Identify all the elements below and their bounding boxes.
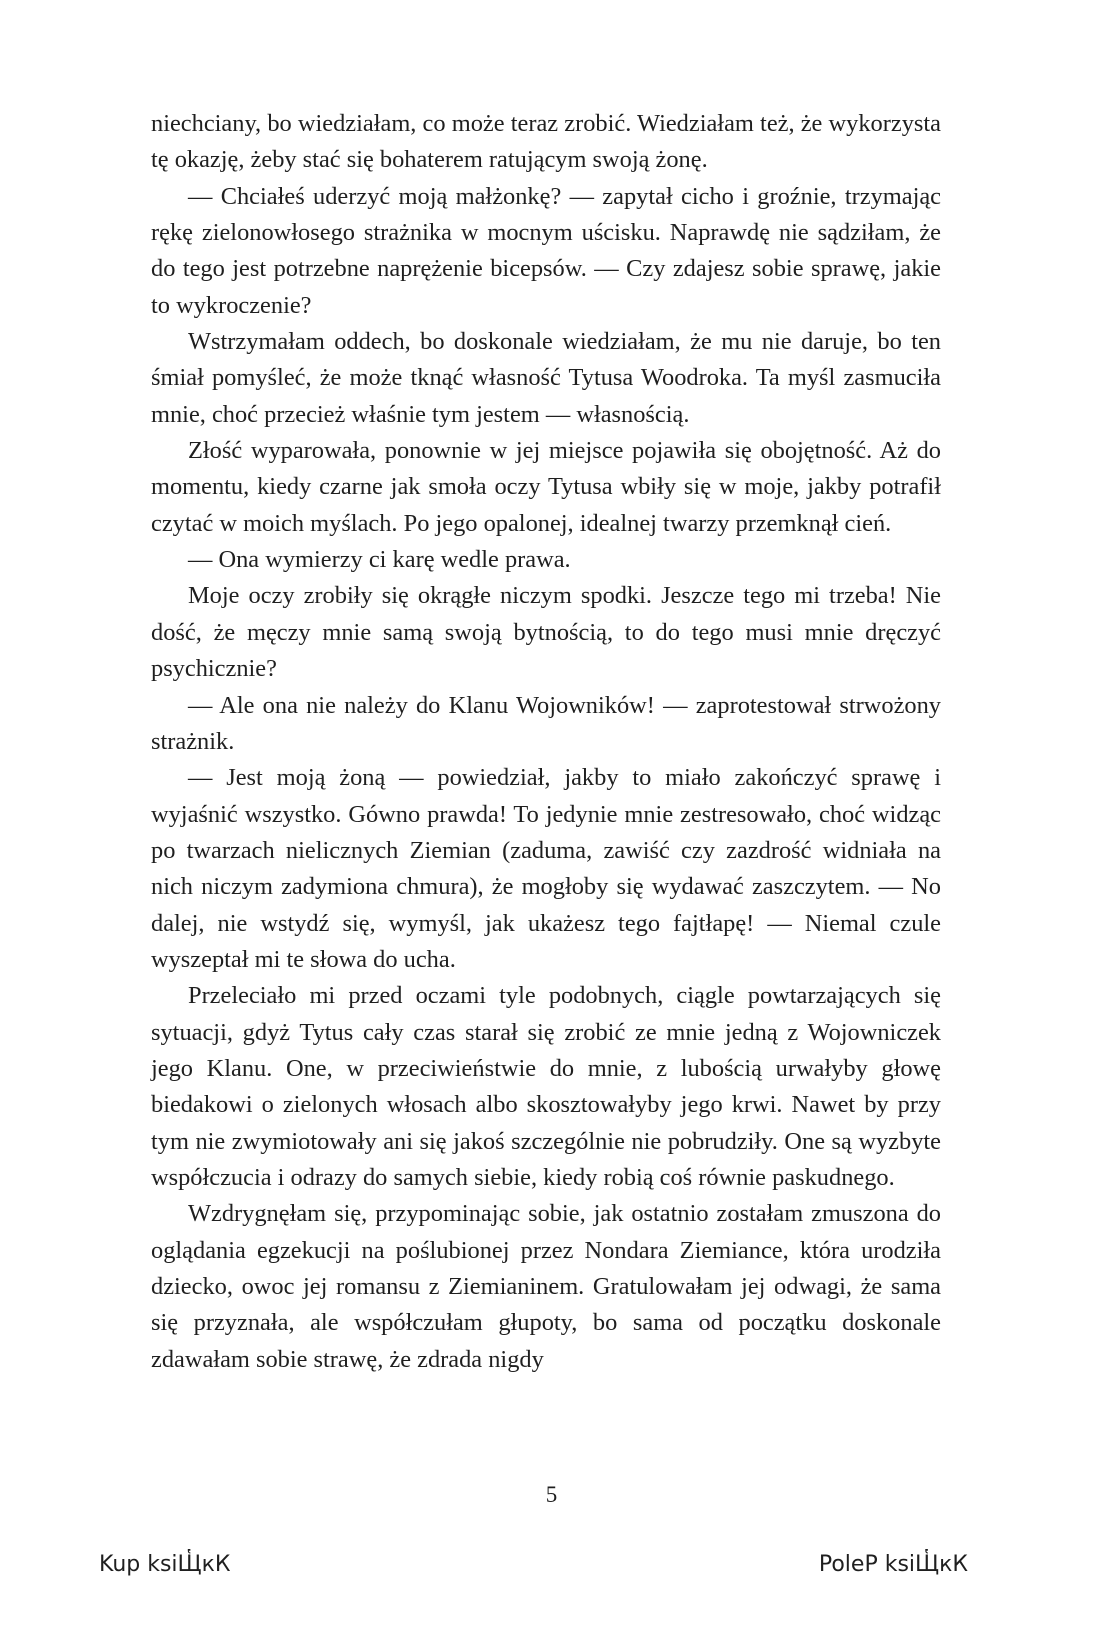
- paragraph-4: Złość wyparowała, ponownie w jej miejsce pojawiła się obojętność. Aż do momentu, kiedy czarne jak smoła oczy Tytusa wbiły się w moje, jakby potrafił czytać w moich myślach. Po jego opalonej, idealnej twarzy przemknął cień.: [151, 437, 941, 537]
- paragraph-3: Wstrzymałam oddech, bo doskonale wiedziałam, że mu nie daruje, bo ten śmiał pomyśleć, że może tknąć własność Tytusa Woodroka. Ta myśl zasmuciła mnie, choć przecież właśnie tym jestem — własnością.: [151, 328, 941, 428]
- paragraph-5: — Ona wymierzy ci karę wedle prawa.: [188, 546, 571, 574]
- paragraph-2: — Chciałeś uderzyć moją małżonkę? — zapytał cicho i groźnie, trzymając rękę zielonowłosego strażnika w mocnym uścisku. Naprawdę nie sądziłam, że do tego jest potrzebne naprężenie bicepsów. — Czy zdajesz sobie sprawę, jakie to wykroczenie?: [151, 182, 941, 319]
- paragraph-9: Przeleciało mi przed oczami tyle podobnych, ciągle powtarzających się sytuacji, gdyż Tytus cały czas starał się zrobić ze mnie jedną z Wojowniczek jego Klanu. One, w przeciwieństwie do mnie, z lubością urwałyby głowę biedakowi o zielonych włosach albo skosztowałyby jego krwi. Nawet by przy tym nie zwymiotowały ani się jakoś szczególnie nie pobrudziły. One są wyzbyte współczucia i odrazy do samych siebie, kiedy robią coś równie paskudnego.: [151, 982, 941, 1191]
- buy-book-link[interactable]: Kup ksiЩ҅кК: [99, 1552, 231, 1577]
- paragraph-7: — Ale ona nie należy do Klanu Wojowników! — zaprotestował strwożony strażnik.: [151, 691, 941, 755]
- paragraph-1: niechciany, bo wiedziałam, co może teraz zrobić. Wiedziałam też, że wykorzysta tę okazję, żeby stać się bohaterem ratującym swoją żonę.: [151, 110, 941, 174]
- page-body: [151, 106, 941, 1378]
- recommend-book-link[interactable]: PoleР ksiЩ҅кК: [818, 1552, 968, 1577]
- paragraph-8: — Jest moją żoną — powiedział, jakby to miało zakończyć sprawę i wyjaśnić wszystko. Gówno prawda! To jedynie mnie zestresowało, choć widząc po twarzach nielicznych Ziemian (zaduma, zawiść czy zazdrość widniała na nich niczym zadymiona chmura), że mogłoby się wydawać zaszczytem. — No dalej, nie wstydź się, wymyśl, jak ukażesz tego fajtłapę! — Niemal czule wyszeptał mi te słowa do ucha.: [151, 764, 941, 973]
- paragraph-10: Wzdrygnęłam się, przypominając sobie, jak ostatnio zostałam zmuszona do oglądania egzekucji na poślubionej przez Nondara Ziemiance, która urodziła dziecko, owoc jej romansu z Ziemianinem. Gratulowałam jej odwagi, że sama się przyznała, ale współczułam głupoty, bo sama od początku doskonale zdawałam sobie strawę, że zdrada nigdy: [151, 1200, 941, 1373]
- page-number: 5: [545, 1482, 558, 1507]
- paragraph-6: Moje oczy zrobiły się okrągłe niczym spodki. Jeszcze tego mi trzeba! Nie dość, że męczy mnie samą swoją bytnością, to do tego musi mnie dręczyć psychicznie?: [151, 582, 941, 683]
